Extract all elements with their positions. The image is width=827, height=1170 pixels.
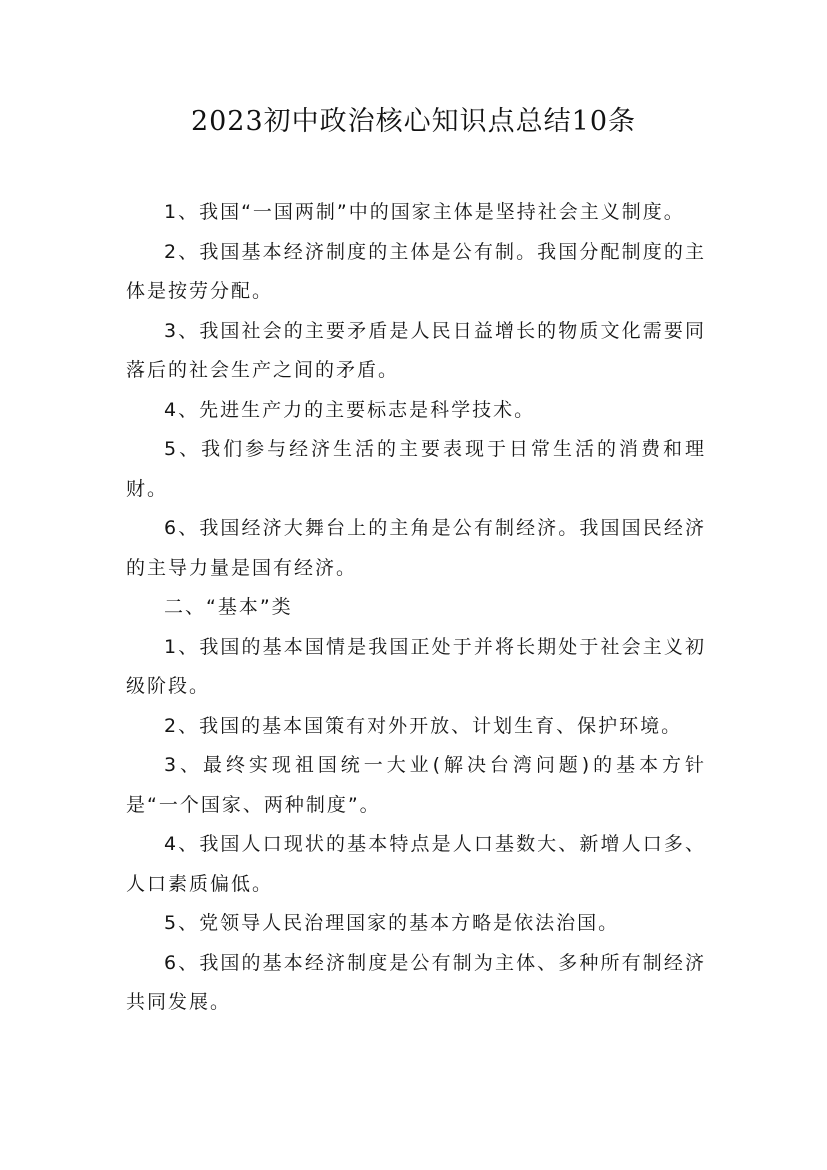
document-title: 2023初中政治核心知识点总结10条	[190, 106, 637, 137]
paragraph: 5、我们参与经济生活的主要表现于日常生活的消费和理财。	[126, 438, 706, 500]
paragraph: 1、我国的基本国情是我国正处于并将长期处于社会主义初级阶段。	[126, 635, 706, 697]
paragraph: 4、先进生产力的主要标志是科学技术。	[164, 398, 536, 421]
paragraph: 4、我国人口现状的基本特点是人口基数大、新增人口多、人口素质偏低。	[126, 833, 706, 895]
paragraph: 6、我国经济大舞台上的主角是公有制经济。我国国民经济的主导力量是国有经济。	[126, 517, 706, 579]
paragraph: 5、党领导人民治理国家的基本方略是依法治国。	[164, 912, 620, 934]
paragraph: 2、我国的基本国策有对外开放、计划生育、保护环境。	[164, 714, 683, 737]
document-body	[126, 193, 706, 1023]
paragraph: 3、我国社会的主要矛盾是人民日益增长的物质文化需要同落后的社会生产之间的矛盾。	[126, 319, 706, 381]
paragraph: 3、最终实现祖国统一大业(解决台湾问题)的基本方针是“一个国家、两种制度”。	[126, 754, 706, 816]
paragraph: 1、我国“一国两制”中的国家主体是坚持社会主义制度。	[164, 201, 685, 223]
section-heading: 二、“基本”类	[164, 596, 293, 618]
paragraph: 2、我国基本经济制度的主体是公有制。我国分配制度的主体是按劳分配。	[126, 240, 706, 302]
paragraph: 6、我国的基本经济制度是公有制为主体、多种所有制经济共同发展。	[126, 951, 706, 1013]
